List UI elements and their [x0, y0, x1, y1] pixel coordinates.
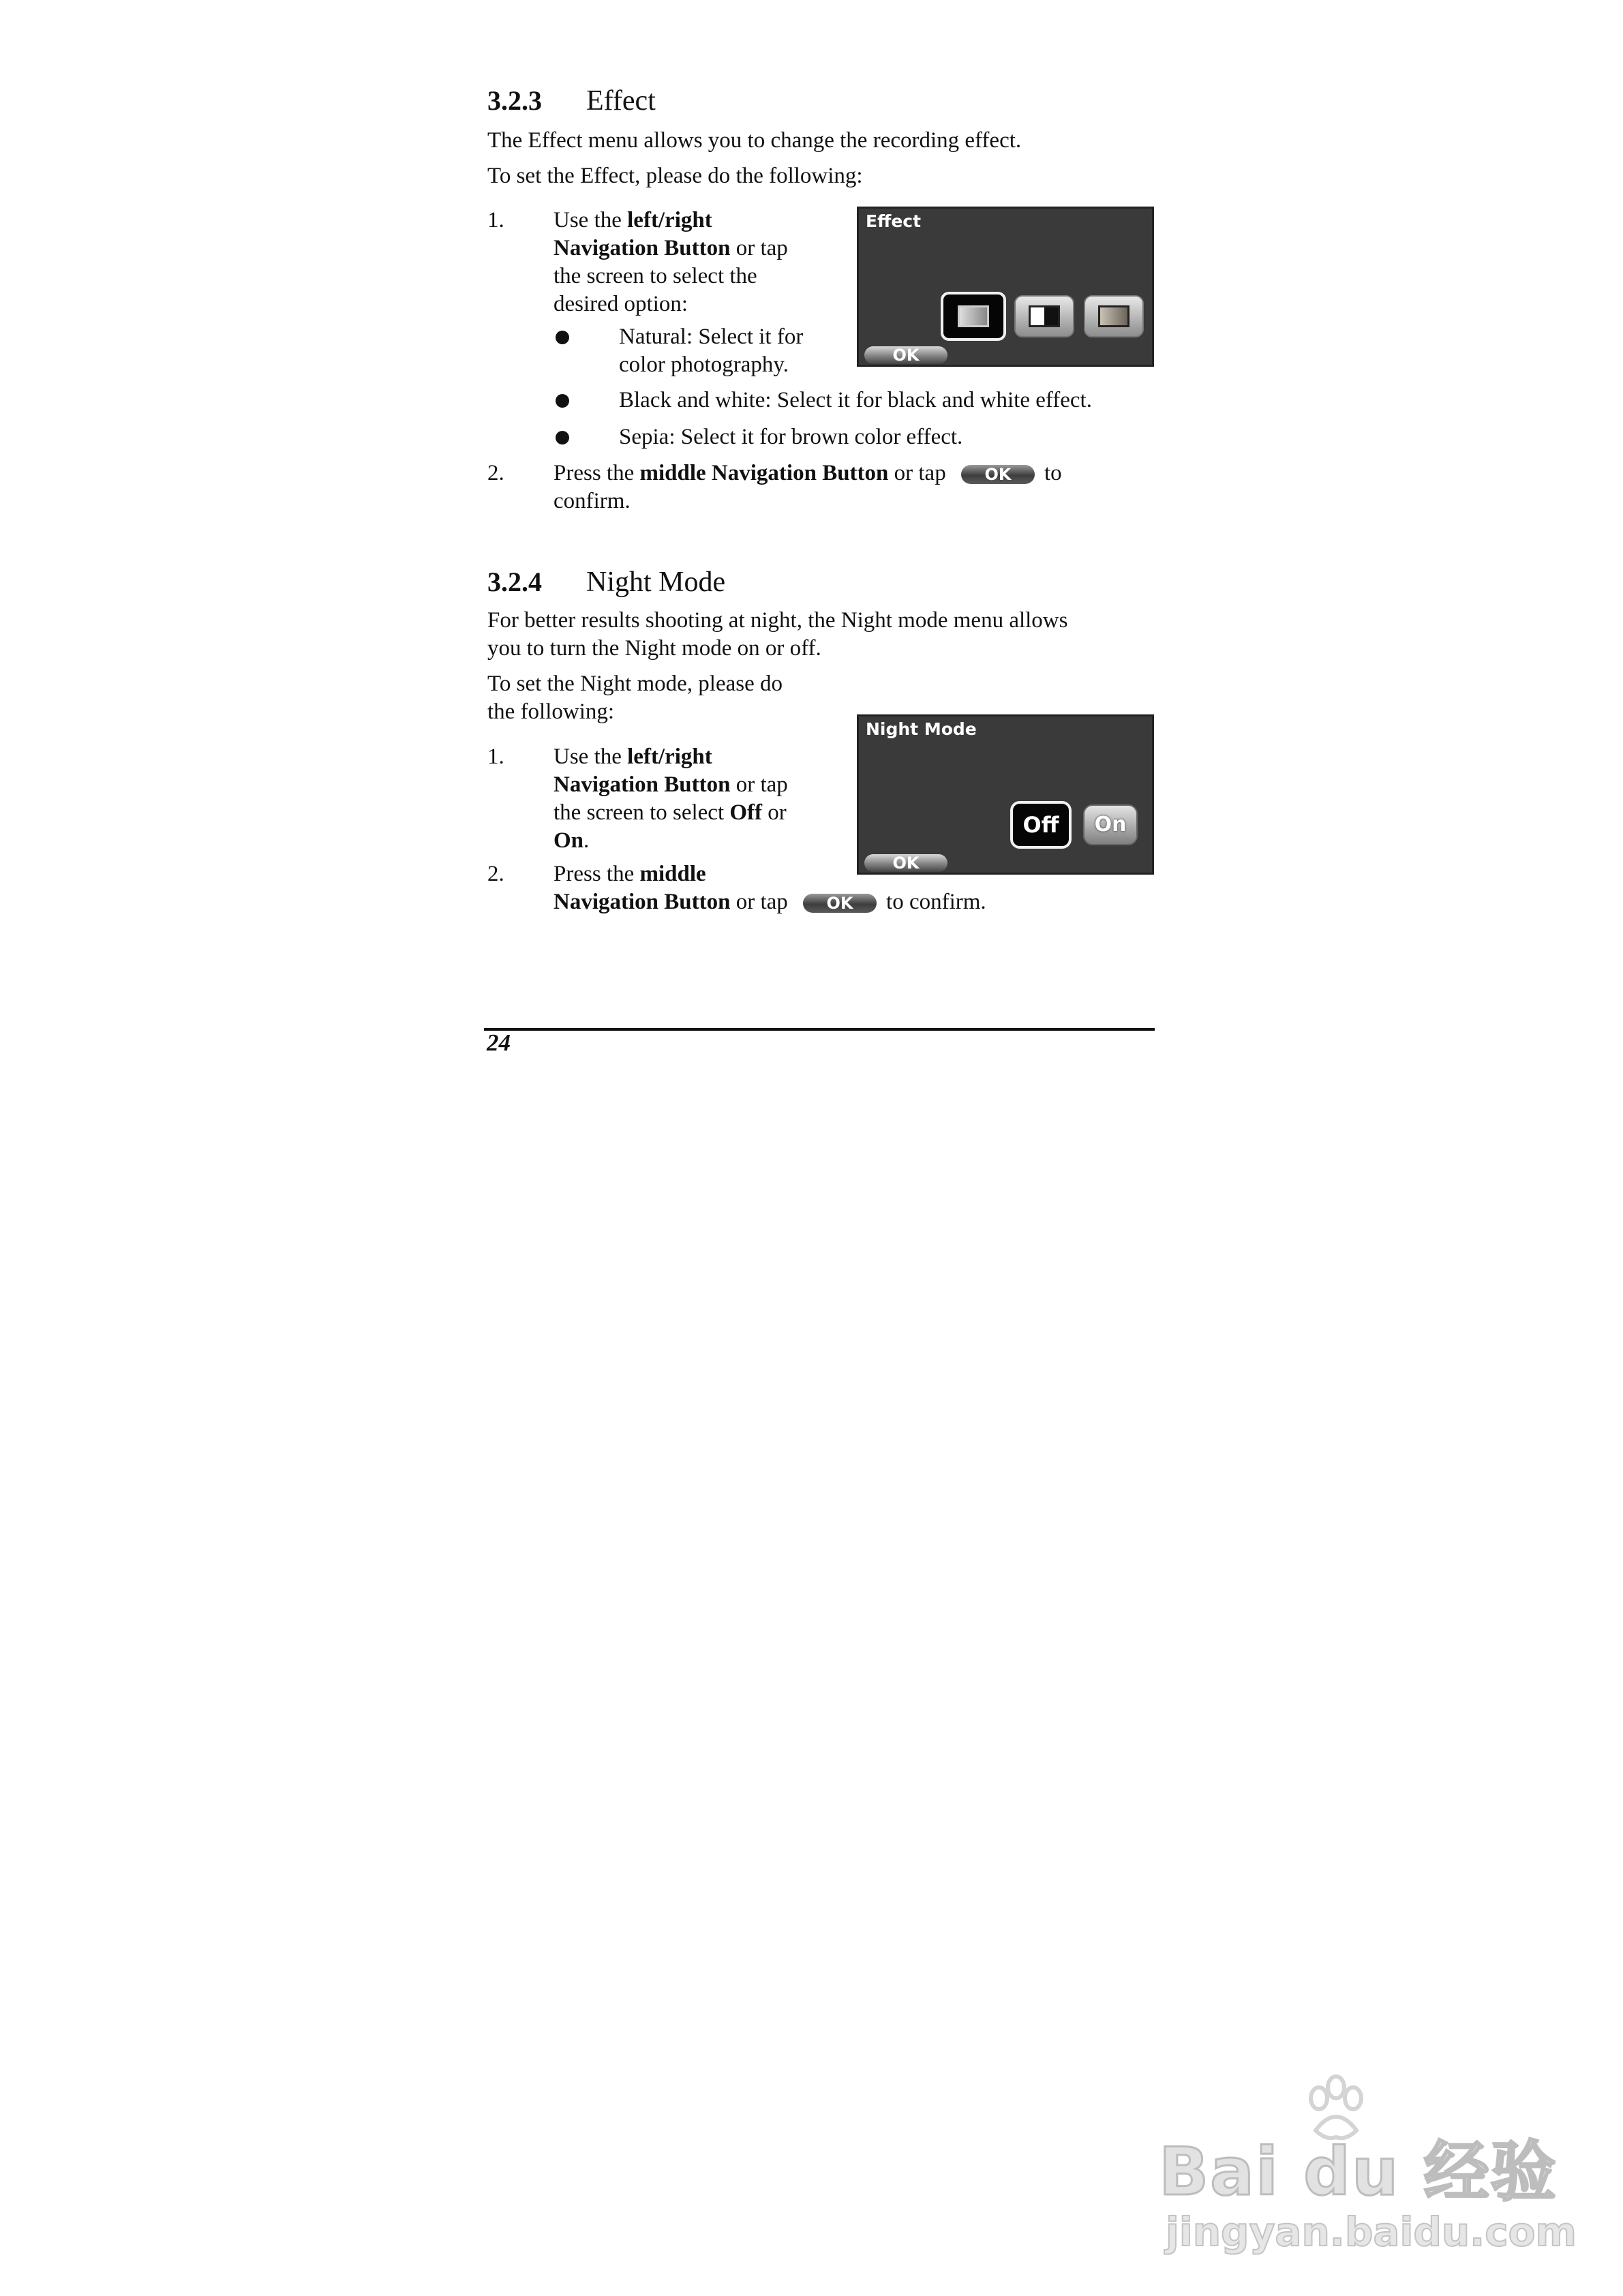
bullet-text-natural — [619, 323, 803, 379]
night-mode-screen — [857, 714, 1154, 875]
off-option-button[interactable]: Off — [1010, 801, 1072, 849]
text-run-bold: Navigation Button — [553, 236, 731, 260]
step-number: 1. — [487, 208, 504, 232]
text-run-bold: middle — [639, 862, 706, 886]
step-number: 2. — [487, 461, 504, 485]
ok-button-icon: OK — [961, 465, 1035, 484]
text-run: Natural: Select it for — [619, 324, 804, 349]
text-run: to confirm. — [886, 890, 986, 914]
text-run: For better results shooting at night, the Night mode menu allows — [487, 608, 1068, 633]
ok-button-icon: OK — [803, 894, 877, 913]
effect-howto: To set the Effect, please do the following: — [487, 164, 863, 188]
section-title: Night Mode — [586, 567, 726, 598]
screen-title: Night Mode — [866, 719, 977, 739]
section-title: Effect — [586, 85, 656, 117]
text-run: or tap — [730, 890, 788, 914]
text-run: the screen to select — [553, 800, 730, 825]
effect-screen — [857, 207, 1154, 367]
text-run: Use the — [553, 208, 628, 232]
screen-ok-button[interactable]: OK — [864, 854, 947, 872]
bullet-icon — [556, 431, 569, 444]
section-number: 3.2.4 — [487, 567, 542, 597]
watermark-brand: Bai du 经验 — [1159, 2134, 1558, 2210]
text-run-bold: Navigation Button — [553, 890, 731, 914]
step-text — [553, 743, 788, 855]
text-run: confirm. — [553, 489, 631, 513]
text-run: or — [762, 800, 787, 825]
section-heading-night-mode — [487, 566, 965, 600]
text-run-bold: left/right — [627, 208, 712, 232]
text-run: the following: — [487, 699, 615, 724]
sepia-icon — [1098, 305, 1129, 327]
effect-intro: The Effect menu allows you to change the recording effect. — [487, 128, 1022, 153]
text-run-bold: Navigation Button — [553, 772, 731, 797]
step-text — [553, 207, 788, 318]
text-run: Press the — [553, 862, 640, 886]
step-number: 1. — [487, 744, 504, 769]
screen-ok-button[interactable]: OK — [864, 346, 947, 364]
bullet-icon — [556, 331, 569, 344]
black-white-option-button[interactable] — [1014, 295, 1074, 337]
on-option-button[interactable]: On — [1083, 804, 1138, 845]
page-number: 24 — [487, 1029, 511, 1056]
step-text — [553, 459, 1062, 515]
section-number: 3.2.3 — [487, 85, 542, 116]
text-run-bold: middle Navigation Button — [639, 461, 889, 485]
sepia-option-button[interactable] — [1084, 295, 1144, 337]
footer-rule — [484, 1028, 1155, 1031]
text-run: . — [583, 828, 590, 853]
natural-icon — [958, 305, 989, 327]
baidu-logo-watermark — [1159, 2072, 1577, 2255]
text-run: Press the — [553, 461, 640, 485]
bullet-text-bw: Black and white: Select it for black and white effect. — [619, 388, 1092, 412]
text-run: or tap — [888, 461, 946, 485]
text-run: or tap — [730, 236, 788, 260]
text-run-bold: Off — [729, 800, 763, 825]
text-run: the screen to select the — [553, 264, 757, 288]
black-white-icon — [1029, 305, 1060, 327]
night-howto — [487, 670, 783, 726]
watermark-url: jingyan.baidu.com — [1166, 2209, 1577, 2255]
section-heading-effect — [487, 85, 965, 119]
text-run: To set the Night mode, please do — [487, 671, 783, 696]
text-run: Use the — [553, 744, 628, 769]
step-number: 2. — [487, 862, 504, 886]
text-run: or tap — [730, 772, 788, 797]
text-run-bold: left/right — [627, 744, 712, 769]
text-run: to — [1044, 461, 1062, 485]
bullet-text-sepia: Sepia: Select it for brown color effect. — [619, 425, 963, 449]
text-run: color photography. — [619, 352, 789, 377]
night-intro — [487, 607, 1067, 663]
screen-title: Effect — [866, 211, 922, 231]
natural-option-button[interactable] — [941, 292, 1006, 341]
text-run: desired option: — [553, 292, 688, 316]
text-run-bold: On — [553, 828, 584, 853]
bullet-icon — [556, 394, 569, 408]
text-run: you to turn the Night mode on or off. — [487, 636, 821, 661]
